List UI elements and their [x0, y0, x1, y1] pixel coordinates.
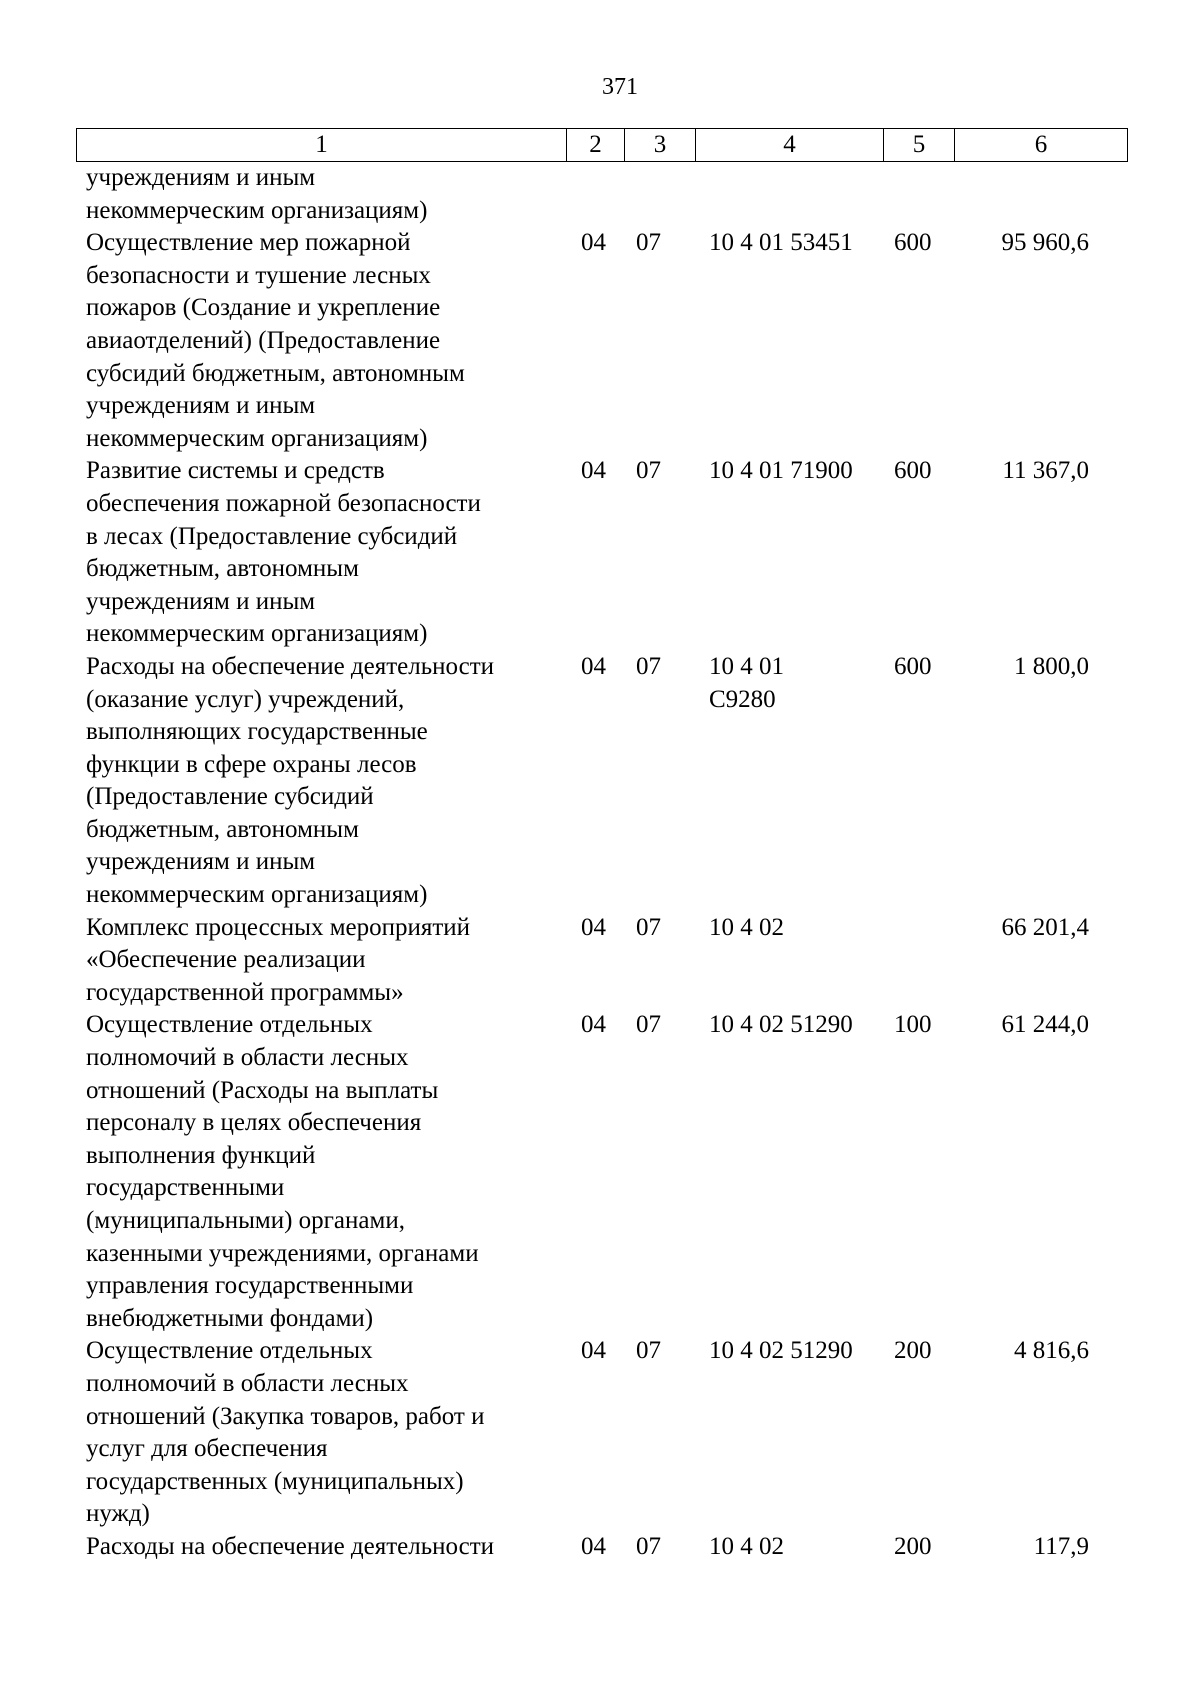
table-row [86, 651, 1126, 912]
row-subsection: 07 [636, 1532, 661, 1560]
table-row [86, 455, 1126, 651]
table-row [86, 912, 1126, 1010]
row-target-code: 10 4 02 51290 [709, 1337, 853, 1365]
row-amount: 1 800,0 [1014, 652, 1089, 680]
row-subsection: 07 [636, 913, 661, 941]
header-col-3: 3 [625, 129, 696, 161]
row-section: 04 [581, 1337, 606, 1365]
header-col-1: 1 [77, 129, 567, 161]
header-col-2: 2 [567, 129, 625, 161]
row-description: Осуществление мер пожарной безопасности и тушение лесных пожаров (Создание и укрепление авиаотделений) (Предоставление субсидий бюджетным, автономным учреждениям и иным некоммерческим организациям) [86, 229, 465, 452]
row-amount: 117,9 [1033, 1532, 1089, 1560]
row-expense-type [894, 162, 969, 227]
table-header [76, 128, 1128, 162]
row-target-code: 10 4 02 [709, 913, 784, 941]
row-expense-type: 100 [894, 1011, 932, 1039]
row-section: 04 [581, 913, 606, 941]
row-description: учреждениям и иным некоммерческим организациям) [86, 164, 428, 224]
row-section: 04 [581, 457, 606, 485]
row-amount: 95 960,6 [1001, 229, 1089, 257]
table-row [86, 1009, 1126, 1335]
row-description: Осуществление отдельных полномочий в области лесных отношений (Закупка товаров, работ и услуг для обеспечения государственных (муниципальных) нужд) [86, 1337, 485, 1528]
row-section [581, 162, 636, 227]
row-expense-type: 600 [894, 229, 932, 257]
table-row [86, 227, 1126, 455]
row-description: Расходы на обеспечение деятельности [86, 1532, 495, 1560]
row-target-code: 10 4 01 С9280 [709, 652, 784, 713]
row-amount: 4 816,6 [1014, 1337, 1089, 1365]
row-expense-type [894, 912, 969, 1010]
page-number: 371 [602, 74, 638, 100]
row-subsection: 07 [636, 229, 661, 257]
row-target-code: 10 4 02 51290 [709, 1011, 853, 1039]
row-amount: 66 201,4 [1001, 913, 1089, 941]
row-subsection: 07 [636, 652, 661, 680]
row-section: 04 [581, 652, 606, 680]
row-target-code [709, 162, 894, 227]
header-col-5: 5 [884, 129, 955, 161]
row-description: Осуществление отдельных полномочий в области лесных отношений (Расходы на выплаты персоналу в целях обеспечения выполнения функций государственными (муниципальными) органами, казенными учреждениями, органами управления государственными внебюджетными фондами) [86, 1011, 479, 1332]
row-target-code: 10 4 01 71900 [709, 457, 853, 485]
row-subsection: 07 [636, 1011, 661, 1039]
row-amount [969, 162, 1089, 227]
row-section: 04 [581, 1011, 606, 1039]
row-target-code: 10 4 02 [709, 1532, 784, 1560]
row-expense-type: 600 [894, 457, 932, 485]
row-section: 04 [581, 1532, 606, 1560]
row-description: Комплекс процессных мероприятий «Обеспечение реализации государственной программы» [86, 913, 471, 1006]
row-description: Расходы на обеспечение деятельности (оказание услуг) учреждений, выполняющих государственные функции в сфере охраны лесов (Предоставление субсидий бюджетным, автономным учреждениям и иным некоммерческим организациям) [86, 652, 495, 909]
table-row [86, 1335, 1126, 1531]
row-expense-type: 600 [894, 652, 932, 680]
table-body [86, 162, 1126, 1564]
row-target-code: 10 4 01 53451 [709, 229, 853, 257]
row-subsection: 07 [636, 1337, 661, 1365]
row-description: Развитие системы и средств обеспечения пожарной безопасности в лесах (Предоставление субсидий бюджетным, автономным учреждениям и иным некоммерческим организациям) [86, 457, 481, 648]
row-subsection: 07 [636, 457, 661, 485]
row-expense-type: 200 [894, 1337, 932, 1365]
row-amount: 11 367,0 [1002, 457, 1089, 485]
header-col-4: 4 [696, 129, 884, 161]
table-row [86, 162, 1126, 227]
row-expense-type: 200 [894, 1532, 932, 1560]
header-col-6: 6 [1034, 131, 1048, 158]
table-row [86, 1531, 1126, 1564]
row-section: 04 [581, 229, 606, 257]
row-amount: 61 244,0 [1001, 1011, 1089, 1039]
row-subsection [636, 162, 709, 227]
